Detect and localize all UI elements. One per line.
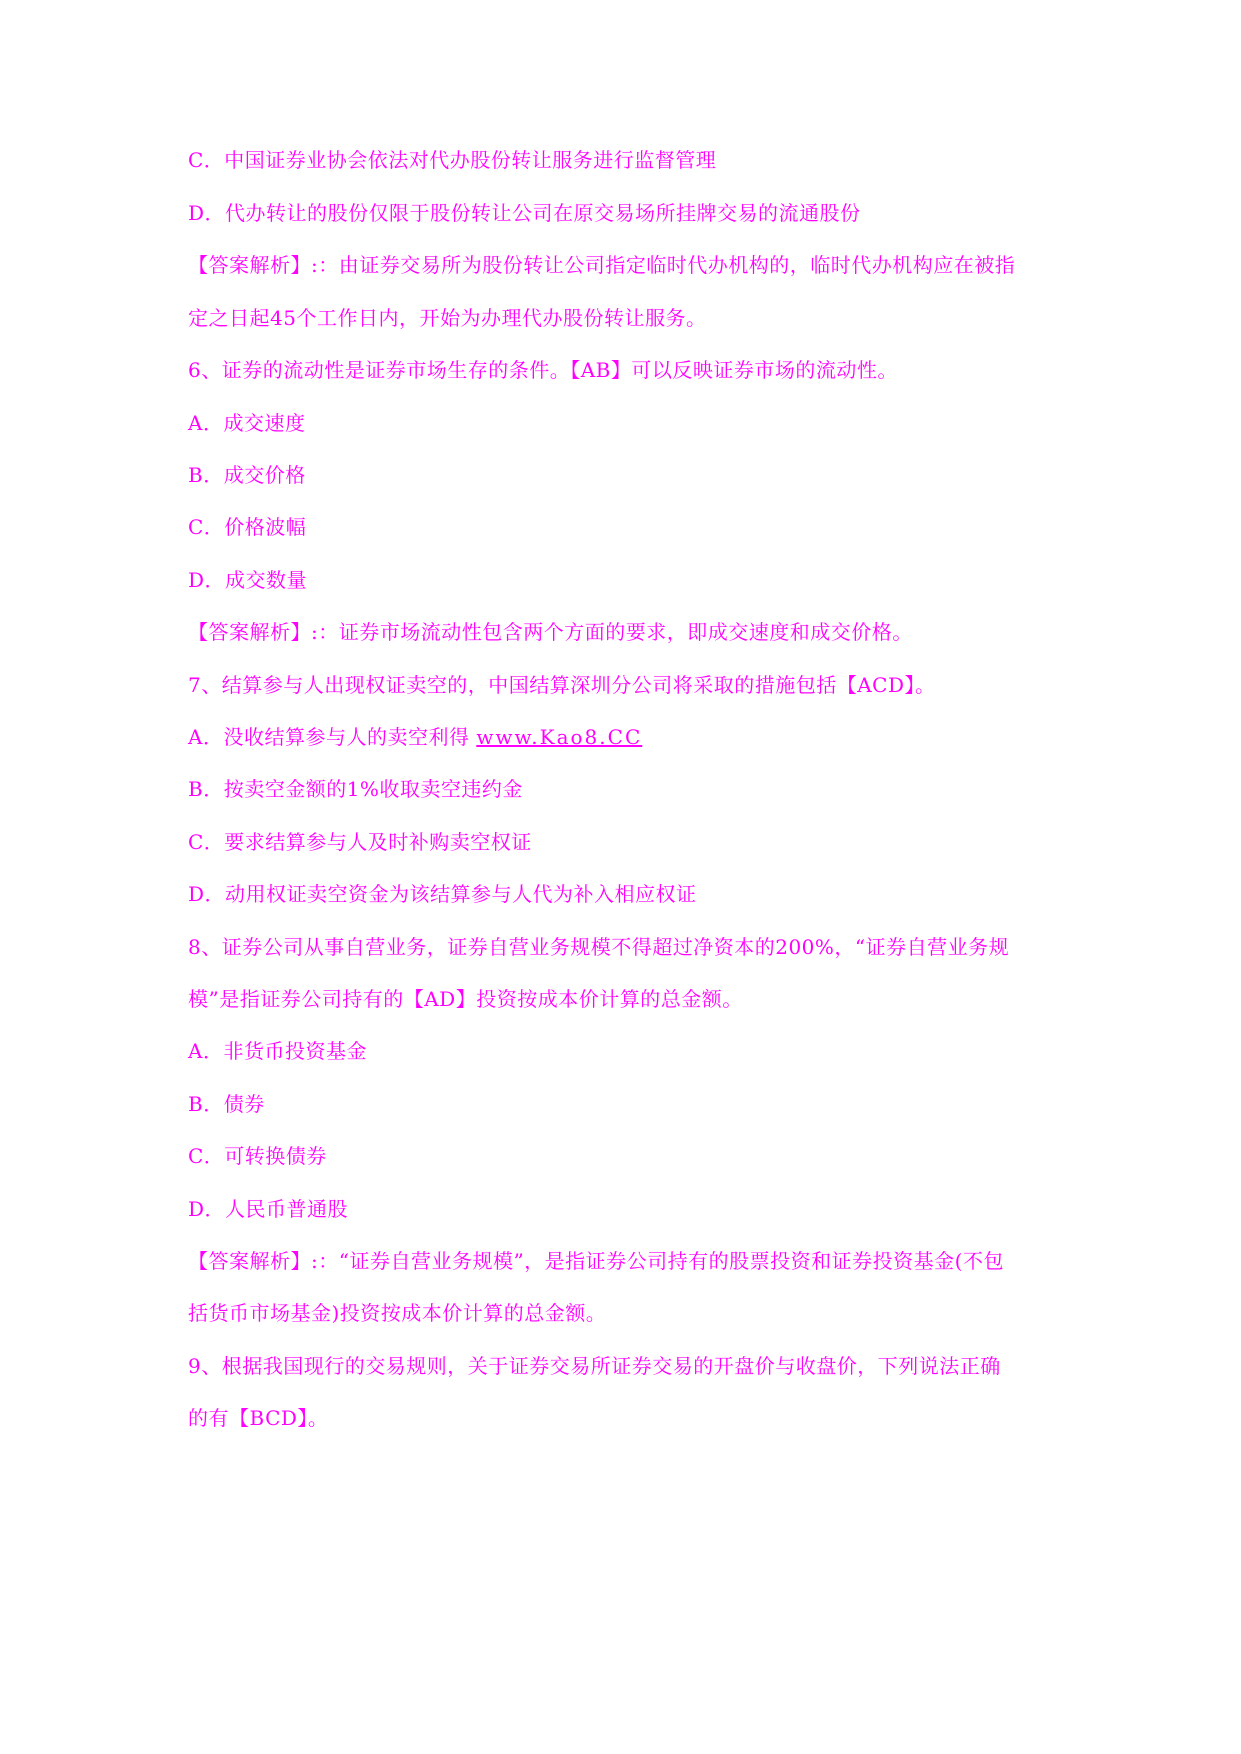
q7-option-d: D．动用权证卖空资金为该结算参与人代为补入相应权证 bbox=[188, 882, 697, 906]
q8-option-b: B．债券 bbox=[188, 1092, 265, 1116]
q8-answer-explanation: 【答案解析】:：“证券自营业务规模”，是指证券公司持有的股票投资和证券投资基金(不包 bbox=[188, 1249, 1004, 1273]
q8-option-c: C．可转换债券 bbox=[188, 1144, 327, 1168]
q8-option-d: D．人民币普通股 bbox=[188, 1197, 349, 1221]
q8-option-a: A．非货币投资基金 bbox=[188, 1039, 367, 1063]
q6-option-a: A．成交速度 bbox=[188, 411, 306, 435]
answer-explanation-continued: 定之日起45个工作日内，开始为办理代办股份转让服务。 bbox=[188, 306, 707, 330]
q6-answer-explanation: 【答案解析】:：证券市场流动性包含两个方面的要求，即成交速度和成交价格。 bbox=[188, 620, 913, 644]
q6-option-c: C．价格波幅 bbox=[188, 515, 307, 539]
q6-option-d: D．成交数量 bbox=[188, 568, 308, 592]
q7-option-a-text: A．没收结算参与人的卖空利得 bbox=[188, 725, 477, 749]
answer-explanation-line: 【答案解析】:：由证券交易所为股份转让公司指定临时代办机构的，临时代办机构应在被指 bbox=[188, 253, 1016, 277]
q7-option-b: B．按卖空金额的1%收取卖空违约金 bbox=[188, 777, 523, 801]
question-8-continued: 模”是指证券公司持有的【AD】投资按成本价计算的总金额。 bbox=[188, 987, 743, 1011]
question-7: 7、结算参与人出现权证卖空的，中国结算深圳分公司将采取的措施包括【ACD】。 bbox=[188, 673, 936, 697]
q7-option-a bbox=[188, 722, 1068, 752]
option-c-line: C．中国证券业协会依法对代办股份转让服务进行监督管理 bbox=[188, 148, 717, 172]
q6-option-b: B．成交价格 bbox=[188, 463, 306, 487]
q8-answer-explanation-continued: 括货币市场基金)投资按成本价计算的总金额。 bbox=[188, 1301, 607, 1325]
website-link[interactable]: www.Kao8.CC bbox=[476, 725, 643, 749]
option-d-line: D．代办转让的股份仅限于股份转让公司在原交易场所挂牌交易的流通股份 bbox=[188, 201, 861, 225]
question-9-continued: 的有【BCD】。 bbox=[188, 1406, 329, 1430]
question-8: 8、证券公司从事自营业务，证券自营业务规模不得超过净资本的200%，“证券自营业务规 bbox=[188, 935, 1010, 959]
question-6: 6、证券的流动性是证券市场生存的条件。【AB】可以反映证券市场的流动性。 bbox=[188, 358, 898, 382]
question-9: 9、根据我国现行的交易规则，关于证券交易所证券交易的开盘价与收盘价，下列说法正确 bbox=[188, 1354, 1001, 1378]
q7-option-c: C．要求结算参与人及时补购卖空权证 bbox=[188, 830, 532, 854]
